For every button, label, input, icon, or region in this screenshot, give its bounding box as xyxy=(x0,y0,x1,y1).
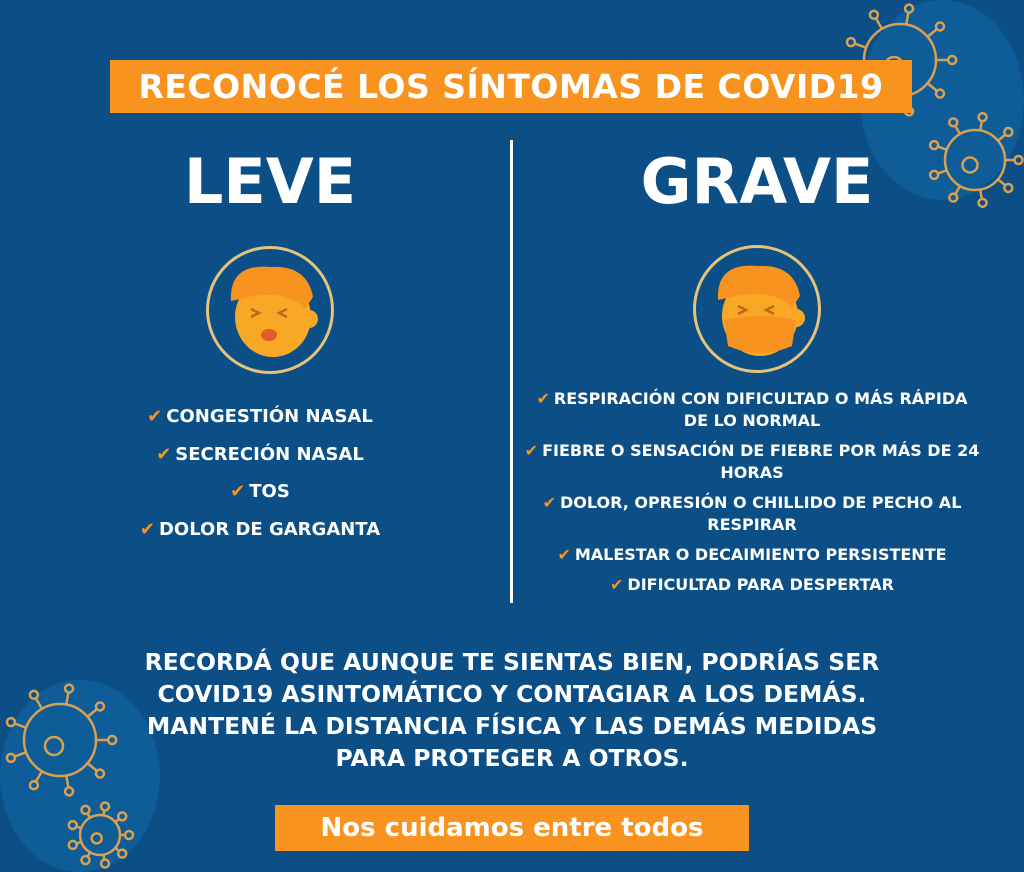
check-icon: ✔ xyxy=(542,493,557,512)
virus-spike xyxy=(88,709,97,717)
virus-spike-tip xyxy=(65,787,73,795)
virus-spike-tip xyxy=(870,11,878,19)
virus-spike-tip xyxy=(82,806,90,814)
check-icon: ✔ xyxy=(610,575,624,594)
virus-spike-tip xyxy=(118,850,126,858)
virus-spike xyxy=(66,693,68,705)
virus-spike-tip xyxy=(69,841,77,849)
virus-spike-tip xyxy=(979,113,987,121)
virus-spike-tip xyxy=(905,5,913,13)
virus-spike xyxy=(998,179,1005,185)
virus-core xyxy=(92,833,102,843)
virus-spike-tip xyxy=(96,770,104,778)
virus-spike xyxy=(66,775,68,787)
virus-spike-tip xyxy=(101,802,109,810)
check-icon: ✔ xyxy=(536,389,550,408)
check-icon: ✔ xyxy=(230,481,246,502)
virus-spike xyxy=(876,18,882,29)
virus-spike-tip xyxy=(936,22,944,30)
virus-core xyxy=(45,737,63,755)
symptom-item xyxy=(522,574,982,596)
symptom-label: RESPIRACIÓN CON DIFICULTAD O MÁS RÁPIDA DE LO NORMAL xyxy=(553,389,968,430)
symptom-item xyxy=(522,388,982,432)
virus-spike xyxy=(928,29,937,37)
virus-spike-tip xyxy=(1015,156,1023,164)
symptom-label: CONGESTIÓN NASAL xyxy=(166,406,373,427)
virus-spike-tip xyxy=(30,691,38,699)
virus-spike xyxy=(88,763,97,771)
severe-heading: GRAVE xyxy=(640,145,874,218)
symptom-label: SECRECIÓN NASAL xyxy=(175,443,364,465)
check-icon: ✔ xyxy=(139,518,155,540)
check-icon: ✔ xyxy=(524,441,539,460)
symptom-label: MALESTAR O DECAIMIENTO PERSISTENTE xyxy=(574,545,947,564)
virus-spike-tip xyxy=(82,856,90,864)
virus-spike xyxy=(998,135,1005,141)
virus-spike-tip xyxy=(1004,128,1012,136)
masked-face-icon xyxy=(693,245,821,373)
check-icon: ✔ xyxy=(147,406,163,427)
virus-spike-tip xyxy=(1004,184,1012,192)
symptom-label: DOLOR, OPRESIÓN O CHILLIDO DE PECHO AL RESPIRAR xyxy=(560,493,962,534)
virus-spike xyxy=(980,190,982,199)
virus-spike-tip xyxy=(7,754,15,762)
virus-spike xyxy=(36,698,42,709)
symptom-item xyxy=(522,492,982,536)
reminder-text: RECORDÁ QUE AUNQUE TE SIENTAS BIEN, PODRÍAS SER COVID19 ASINTOMÁTICO Y CONTAGIAR A LOS DEMÁS. MANTENÉ LA DISTANCIA FÍSICA Y LAS DEMÁS MEDIDAS PARA PROTEGER A OTROS. xyxy=(144,648,880,772)
virus-spike-tip xyxy=(125,831,133,839)
column-divider xyxy=(510,140,513,603)
symptom-item xyxy=(60,473,460,511)
symptom-item xyxy=(60,398,460,436)
virus-spike-tip xyxy=(7,718,15,726)
virus-spike xyxy=(980,121,982,130)
virus-spike-tip xyxy=(948,56,956,64)
symptom-item xyxy=(60,436,460,474)
virus-spike-tip xyxy=(949,118,957,126)
virus-spike xyxy=(855,44,866,48)
virus-spike xyxy=(15,752,26,756)
virus-spike xyxy=(955,126,960,134)
check-icon: ✔ xyxy=(156,443,172,465)
virus-spike-tip xyxy=(30,781,38,789)
virus-spike xyxy=(928,83,937,91)
virus-spike-tip xyxy=(979,199,987,207)
symptom-item xyxy=(522,440,982,484)
symptom-label: DIFICULTAD PARA DESPERTAR xyxy=(627,575,894,594)
virus-spike-tip xyxy=(936,90,944,98)
virus-spike xyxy=(15,724,26,728)
mild-heading: LEVE xyxy=(183,145,357,218)
check-icon: ✔ xyxy=(557,545,571,564)
virus-spike-tip xyxy=(847,38,855,46)
page-title: RECONOCÉ LOS SÍNTOMAS DE COVID19 xyxy=(110,60,912,113)
severe-symptom-list xyxy=(522,388,982,604)
sick-face-icon xyxy=(206,246,334,374)
virus-spike-tip xyxy=(96,702,104,710)
virus-spike-tip xyxy=(101,860,109,868)
virus-spike-tip xyxy=(118,812,126,820)
virus-spike xyxy=(36,771,42,782)
symptom-item xyxy=(60,511,460,549)
mild-symptom-list xyxy=(60,398,460,548)
virus-spike-tip xyxy=(69,821,77,829)
symptom-item xyxy=(522,544,982,566)
virus-core xyxy=(963,158,978,173)
virus-spike xyxy=(906,13,908,25)
symptom-label: DOLOR DE GARGANTA xyxy=(158,518,381,540)
slogan-banner: Nos cuidamos entre todos xyxy=(275,805,749,851)
virus-spike-tip xyxy=(65,685,73,693)
symptom-label: FIEBRE O SENSACIÓN DE FIEBRE POR MÁS DE 24 HORAS xyxy=(542,441,980,482)
symptom-label: TOS xyxy=(249,481,290,502)
